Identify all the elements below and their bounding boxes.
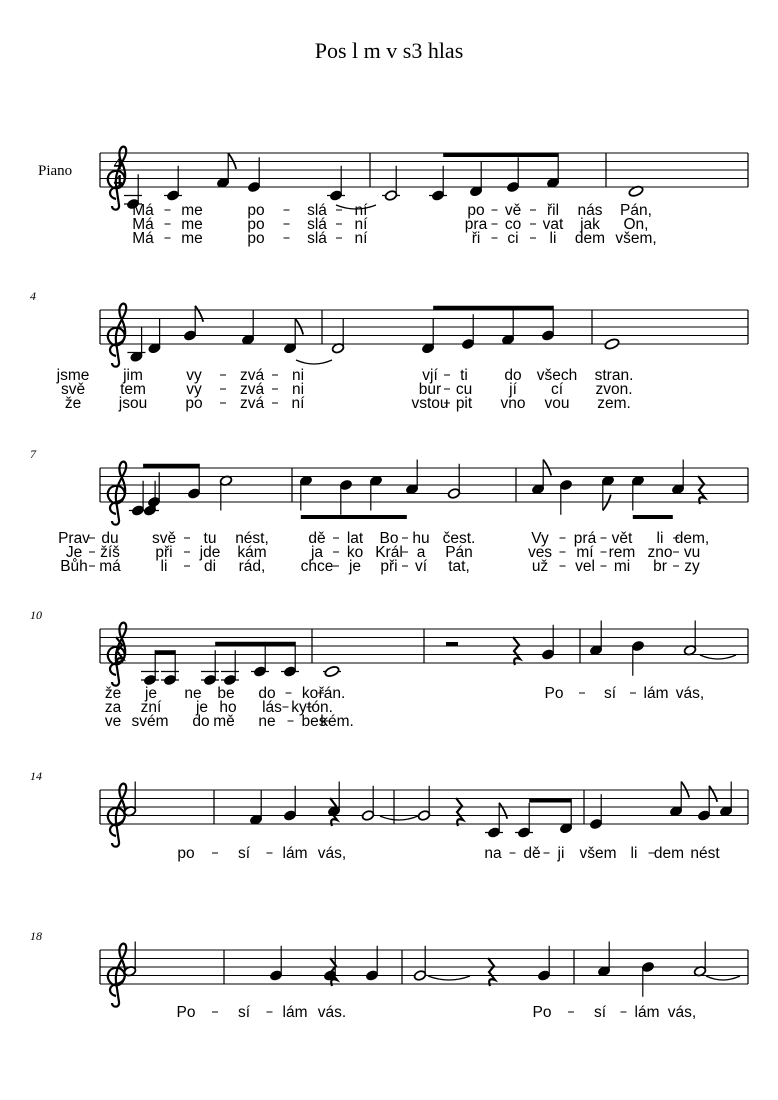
lyric-syllable: zvá [239, 395, 265, 412]
lyric-syllable: Král [375, 544, 403, 561]
lyric-syllable: čest. [442, 530, 476, 547]
lyric-syllable: chce [300, 558, 334, 575]
lyric-syllable: zvon. [595, 381, 633, 398]
tie [296, 360, 332, 364]
lyric-syllable: nás [577, 202, 603, 219]
lyric-syllable: Prav [58, 530, 90, 547]
half-note [693, 942, 706, 978]
quarter-rest [456, 798, 463, 826]
half-note [382, 166, 400, 202]
staff-system [100, 147, 748, 247]
lyric-syllable: Bůh [60, 558, 88, 575]
beam [155, 650, 175, 654]
lyric-syllable: Je [65, 544, 83, 561]
quarter-note [127, 327, 145, 363]
lyric-syllable: po [185, 395, 203, 412]
lyric-syllable: lat [346, 530, 364, 547]
lyric-syllable: po [467, 202, 485, 219]
eighth-note [669, 782, 689, 818]
lyric-syllable: Bo [379, 530, 399, 547]
lyric-syllable: Vy [531, 530, 549, 547]
lyric-syllable: li [160, 558, 168, 575]
lyric-syllable: ve [104, 713, 122, 730]
quarter-note [148, 319, 161, 355]
lyric-syllable: vjí [422, 367, 438, 384]
half-note [361, 786, 374, 822]
eighth-note [469, 162, 482, 198]
quarter-note [589, 794, 602, 830]
beam [143, 464, 199, 468]
eighth-note [369, 475, 382, 511]
lyric-syllable: slá [307, 202, 327, 219]
tie [706, 976, 740, 980]
lyric-syllable: že [104, 685, 122, 702]
lyric-syllable: jim [123, 367, 143, 384]
lyric-syllable: po [247, 216, 265, 233]
lyric-syllable: už [531, 558, 549, 575]
lyric-syllable: do [192, 713, 210, 730]
quarter-note [249, 790, 262, 826]
lyric-syllable: nést [690, 845, 720, 862]
half-note [447, 464, 460, 500]
lyric-syllable: ves [527, 544, 553, 561]
lyric-syllable: ní [354, 216, 368, 233]
lyric-syllable: dem [574, 230, 606, 247]
lyric-syllable: vno [500, 395, 526, 412]
lyric-syllable: tat, [448, 558, 470, 575]
lyric-syllable: ja [310, 544, 324, 561]
quarter-note [631, 640, 644, 676]
lyric-syllable: vy [186, 367, 202, 384]
lyric-syllable: prá [573, 530, 597, 547]
lyric-syllable: sí [603, 685, 617, 702]
lyric-syllable: Pán [445, 544, 473, 561]
eighth-note [429, 166, 447, 202]
lyric-syllable: tem [120, 381, 146, 398]
beam [215, 642, 295, 646]
lyric-syllable: zno [647, 544, 673, 561]
eighth-note [485, 803, 507, 839]
lyric-syllable: ti [460, 367, 468, 384]
eighth-note [187, 464, 200, 500]
lyric-syllable: ho [219, 699, 237, 716]
quarter-note [641, 961, 654, 997]
lyric-syllable: Po [532, 1004, 552, 1021]
quarter-note [559, 479, 572, 515]
lyric-syllable: všech [536, 367, 578, 384]
eighth-note [339, 479, 352, 515]
lyric-syllable: ní [291, 395, 305, 412]
lyric-syllable: mí [576, 544, 594, 561]
eighth-note [671, 460, 684, 496]
whole-note [604, 338, 620, 351]
lyric-syllable: pra [464, 216, 488, 233]
lyric-syllable: lám [282, 1004, 308, 1021]
quarter-note [269, 946, 282, 982]
quarter-note [597, 942, 610, 978]
measure-number: 4 [30, 289, 36, 303]
lyric-syllable: stran. [594, 367, 634, 384]
eighth-note [141, 650, 159, 686]
measure-number: 7 [30, 447, 36, 461]
lyric-syllable: Má [132, 230, 154, 247]
eighth-note [221, 650, 239, 686]
lyric-syllable: nést, [235, 530, 269, 547]
instrument-name: Piano [38, 163, 73, 179]
lyric-syllable: má [99, 558, 121, 575]
half-rest [446, 642, 458, 646]
score-title: Pos l m v s3 hlas [314, 38, 464, 63]
lyric-syllable: zvá [239, 367, 265, 384]
quarter-note [589, 621, 602, 657]
lyric-syllable: do [504, 367, 522, 384]
quarter-note [719, 782, 732, 818]
lyric-syllable: bur [418, 381, 442, 398]
measure-number: 10 [30, 608, 42, 622]
lyric-syllable: slá [307, 230, 327, 247]
staff-system [30, 289, 748, 412]
eighth-note [515, 803, 533, 839]
lyric-syllable: ko [301, 685, 319, 702]
lyric-syllable: lám [643, 685, 669, 702]
lyric-syllable: zní [140, 699, 162, 716]
lyric-syllable: že [64, 395, 82, 412]
eighth-note [461, 314, 474, 350]
lyric-syllable: žíš [100, 544, 120, 561]
lyric-syllable: při [155, 544, 173, 561]
lyric-syllable: Má [132, 202, 154, 219]
lyric-syllable: rem [608, 544, 636, 561]
lyric-syllable: Po [544, 685, 564, 702]
lyric-syllable: ne [184, 685, 202, 702]
lyric-syllable: na [484, 845, 502, 862]
time-signature-top: 4 [113, 154, 123, 173]
lyric-syllable: vás. [317, 1004, 347, 1021]
lyric-syllable: kém. [320, 713, 354, 730]
lyric-syllable: do [258, 685, 276, 702]
lyric-syllable: řil [546, 202, 560, 219]
eighth-note [631, 475, 644, 511]
eighth-note [281, 642, 299, 678]
lyric-syllable: mě [213, 713, 235, 730]
lyric-syllable: tu [203, 530, 217, 547]
quarter-rest [488, 958, 495, 986]
lyric-syllable: vět [611, 530, 633, 547]
eighth-note [601, 475, 614, 511]
lyric-syllable: ky [291, 699, 307, 716]
lyric-syllable: svě [151, 530, 177, 547]
quarter-note [247, 157, 260, 193]
lyric-syllable: lám [634, 1004, 660, 1021]
half-note [417, 786, 430, 822]
lyric-syllable: di [203, 558, 217, 575]
tie [428, 976, 470, 980]
lyric-syllable: hu [412, 530, 430, 547]
lyric-syllable: cí [550, 381, 564, 398]
lyric-syllable: rád, [238, 558, 266, 575]
lyric-syllable: ři [471, 230, 481, 247]
lyric-syllable: jí [509, 381, 517, 398]
lyric-syllable: bes [301, 713, 327, 730]
lyric-syllable: za [104, 699, 122, 716]
lyric-syllable: je [348, 558, 362, 575]
lyric-syllable: ni [291, 381, 305, 398]
staff-system [30, 608, 748, 730]
lyric-syllable: sí [237, 845, 251, 862]
eighth-note [421, 319, 434, 355]
lyric-syllable: vás, [317, 845, 347, 862]
lyric-syllable: kám [237, 544, 267, 561]
lyric-syllable: zvá [239, 381, 265, 398]
lyric-syllable: zy [684, 558, 700, 575]
quarter-note [327, 782, 340, 818]
measure-number: 14 [30, 769, 42, 783]
lyric-syllable: jsme [56, 367, 90, 384]
quarter-note [365, 946, 378, 982]
measure-number: 18 [30, 929, 42, 943]
lyric-syllable: slá [307, 216, 327, 233]
lyric-syllable: li [549, 230, 557, 247]
lyric-syllable: vy [186, 381, 202, 398]
lyric-syllable: vás, [667, 1004, 697, 1021]
lyric-syllable: vat [542, 216, 564, 233]
lyric-syllable: je [144, 685, 158, 702]
quarter-rest [698, 476, 705, 504]
lyric-syllable: be [217, 685, 235, 702]
lyric-syllable: vstou [411, 395, 449, 412]
time-signature-bottom: 4 [113, 171, 123, 190]
lyric-syllable: ko [346, 544, 364, 561]
tie [380, 816, 418, 820]
lyric-syllable: po [247, 202, 265, 219]
quarter-note [537, 946, 550, 982]
eighth-note [201, 650, 219, 686]
lyric-syllable: vel [575, 558, 595, 575]
half-note [413, 946, 426, 982]
lyric-syllable: všem, [615, 230, 657, 247]
lyric-syllable: mi [613, 558, 631, 575]
beam [443, 153, 558, 157]
lyric-syllable: vou [544, 395, 570, 412]
quarter-note [541, 625, 554, 661]
lyric-syllable: ni [291, 367, 305, 384]
lyric-syllable: svém [131, 713, 169, 730]
quarter-note [164, 166, 182, 202]
lyric-syllable: pit [455, 395, 473, 412]
half-note [331, 319, 344, 355]
lyric-syllable: vu [683, 544, 701, 561]
quarter-note [327, 166, 345, 202]
lyric-syllable: Pán, [620, 202, 652, 219]
eighth-note [405, 460, 418, 496]
eighth-note [161, 650, 179, 686]
quarter-rest [513, 637, 520, 665]
lyric-syllable: br [653, 558, 667, 575]
half-note [683, 621, 696, 657]
eighth-note [559, 799, 572, 835]
eighth-note [506, 157, 519, 193]
staff-system [30, 929, 748, 1021]
beam [529, 799, 571, 803]
lyric-syllable: li [630, 845, 638, 862]
lyric-syllable: Po [176, 1004, 196, 1021]
eighth-note [501, 310, 514, 346]
lyric-syllable: ní [354, 202, 368, 219]
lyric-syllable: dě [523, 845, 541, 862]
lyric-syllable: jak [580, 216, 600, 233]
lyric-syllable: ví [414, 558, 428, 575]
lyric-syllable: vás, [675, 685, 705, 702]
lyric-syllable: me [181, 202, 203, 219]
lyric-syllable: sí [593, 1004, 607, 1021]
lyric-syllable: řán. [318, 685, 346, 702]
eighth-note [283, 319, 303, 355]
lyric-syllable: jsou [118, 395, 148, 412]
lyric-syllable: je [195, 699, 209, 716]
whole-note [323, 665, 341, 678]
beam [433, 306, 553, 310]
lyric-syllable: svě [60, 381, 86, 398]
lyric-syllable: všem [579, 845, 617, 862]
eighth-note [299, 475, 312, 511]
eighth-note [546, 153, 559, 189]
quarter-note [283, 786, 296, 822]
lyric-syllable: vě [504, 202, 522, 219]
eighth-note [531, 460, 551, 496]
quarter-note [241, 310, 254, 346]
lyric-syllable: při [380, 558, 398, 575]
beam [633, 515, 673, 519]
staff-system [30, 769, 748, 862]
lyric-syllable: Má [132, 216, 154, 233]
lyric-syllable: a [416, 544, 426, 561]
lyric-syllable: co [504, 216, 522, 233]
tie [700, 655, 736, 659]
lyric-syllable: ní [354, 230, 368, 247]
lyric-syllable: ji [557, 845, 565, 862]
lyric-syllable: tón. [307, 699, 333, 716]
lyric-syllable: lás [262, 699, 282, 716]
lyric-syllable: me [181, 216, 203, 233]
lyric-syllable: dem [653, 845, 685, 862]
staff-system [30, 447, 748, 575]
lyric-syllable: lám [282, 845, 308, 862]
lyric-syllable: ne [258, 713, 276, 730]
lyric-syllable: po [177, 845, 195, 862]
lyric-syllable: dě [308, 530, 326, 547]
eighth-note [251, 642, 269, 678]
lyric-syllable: li [656, 530, 664, 547]
eighth-note [541, 306, 554, 342]
lyric-syllable: jde [199, 544, 221, 561]
lyric-syllable: du [101, 530, 119, 547]
half-note [219, 475, 232, 511]
lyric-syllable: dem, [674, 530, 710, 547]
lyric-syllable: zem. [597, 395, 631, 412]
lyric-syllable: sí [237, 1004, 251, 1021]
beam [301, 515, 407, 519]
lyric-syllable: po [247, 230, 265, 247]
lyric-syllable: cu [455, 381, 473, 398]
lyric-syllable: On, [623, 216, 649, 233]
lyric-syllable: me [181, 230, 203, 247]
lyric-syllable: ci [507, 230, 519, 247]
eighth-note [147, 472, 160, 508]
eighth-note [216, 153, 236, 189]
